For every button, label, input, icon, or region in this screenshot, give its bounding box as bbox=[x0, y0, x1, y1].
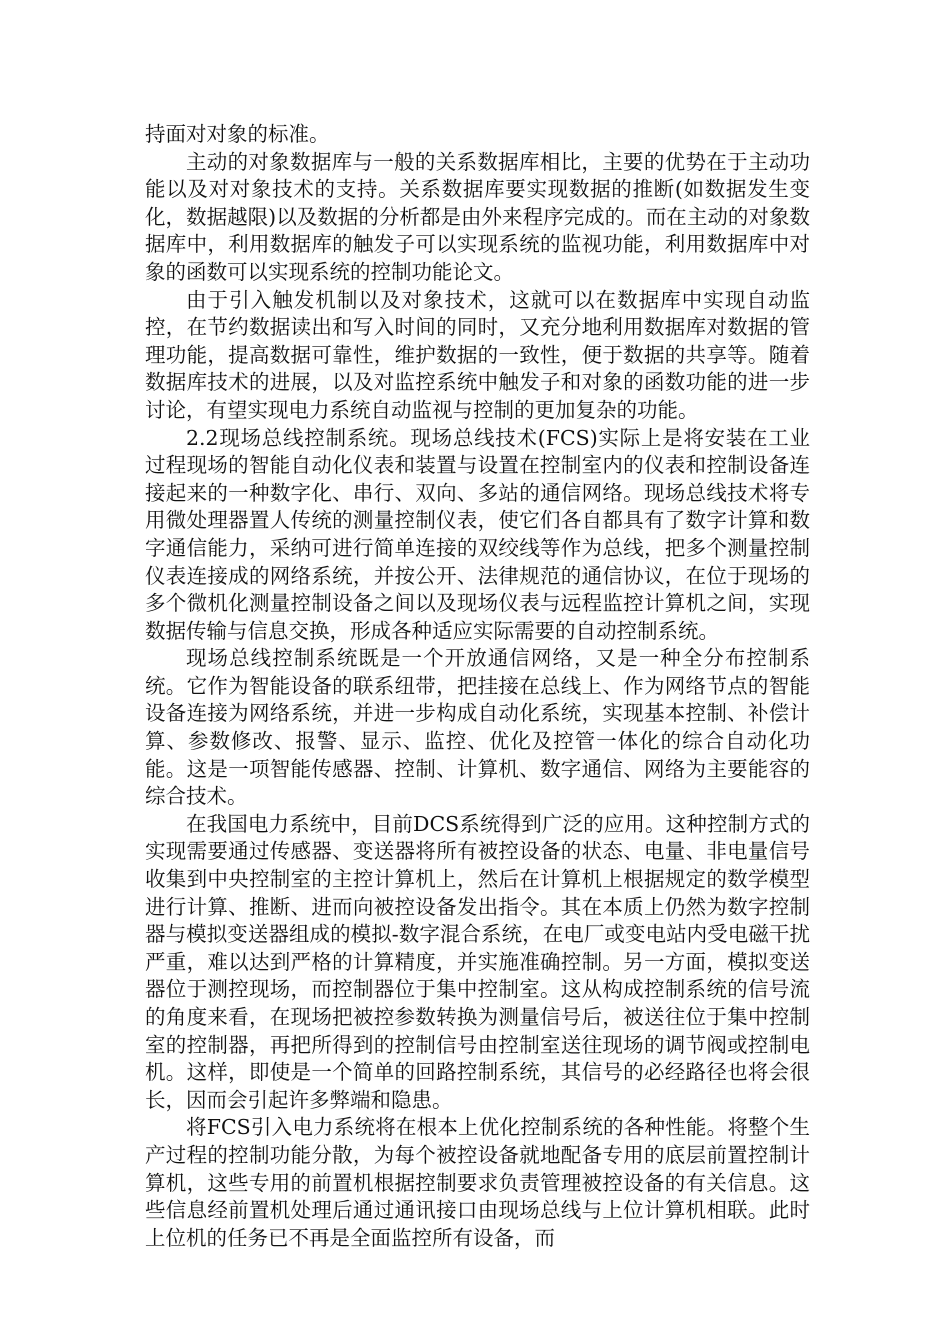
paragraph-fcs-introduction: 将FCS引入电力系统将在根本上优化控制系统的各种性能。将整个生产过程的控制功能分散，为每个被控设备就地配备专用的底层前置控制计算机，这些专用的前置机根据控制要求负责管理被控设备的有关信息。这些信息经前置机处理后通过通讯接口由现场总线与上位计算机相联。此时上位机的任务已不再是全面监控所有设备，而 bbox=[145, 1115, 810, 1250]
document-body bbox=[145, 121, 810, 1252]
paragraph-fieldbus-control-system: 2.2现场总线控制系统。现场总线技术(FCS)实际上是将安装在工业过程现场的智能自动化仪表和装置与设置在控制室内的仪表和控制设备连接起来的一种数字化、串行、双向、多站的通信网络。现场总线技术将专用微处理器置人传统的测量控制仪表，使它们各自都具有了数字计算和数字通信能力，采纳可进行简单连接的双绞线等作为总线，把多个测量控制仪表连接成的网络系统，并按公开、法律规范的通信协议，在位于现场的多个微机化测量控制设备之间以及现场仪表与远程监控计算机之间，实现数据传输与信息交换，形成各种适应实际需要的自动控制系统。 bbox=[145, 425, 810, 643]
paragraph-active-object-database: 主动的对象数据库与一般的关系数据库相比，主要的优势在于主动功能以及对对象技术的支持。关系数据库要实现数据的推断(如数据发生变化，数据越限)以及数据的分析都是由外来程序完成的。而在主动的对象数据库中，利用数据库的触发子可以实现系统的监视功能，利用数据库中对象的函数可以实现系统的控制功能论文。 bbox=[145, 149, 810, 284]
paragraph-dcs-in-power-system: 在我国电力系统中，目前DCS系统得到广泛的应用。这种控制方式的实现需要通过传感器、变送器将所有被控设备的状态、电量、非电量信号收集到中央控制室的主控计算机上，然后在计算机上根据规定的数学模型进行计算、推断、进而向被控设备发出指令。其在本质上仍然为数字控制器与模拟变送器组成的模拟-数字混合系统，在电厂或变电站内受电磁干扰严重，难以达到严格的计算精度，并实施准确控制。另一方面，模拟变送器位于测控现场，而控制器位于集中控制室。这从构成控制系统的信号流的角度来看，在现场把被控参数转换为测量信号后，被送往位于集中控制室的控制器，再把所得到的控制信号由控制室送往现场的调节阀或控制电机。这样，即使是一个简单的回路控制系统，其信号的必经路径也将会很长，因而会引起许多弊端和隐患。 bbox=[145, 811, 810, 1112]
paragraph-continuation: 持面对对象的标准。 bbox=[145, 122, 330, 146]
paragraph-trigger-mechanism: 由于引入触发机制以及对象技术，这就可以在数据库中实现自动监控，在节约数据读出和写入时间的同时，又充分地利用数据库对数据的管理功能，提高数据可靠性，维护数据的一致性，便于数据的共享等。随着数据库技术的进展，以及对监控系统中触发子和对象的函数功能的进一步讨论，有望实现电力系统自动监视与控制的更加复杂的功能。 bbox=[145, 287, 810, 422]
paragraph-fieldbus-open-network: 现场总线控制系统既是一个开放通信网络，又是一种全分布控制系统。它作为智能设备的联系纽带，把挂接在总线上、作为网络节点的智能设备连接为网络系统，并进一步构成自动化系统，实现基本控制、补偿计算、参数修改、报警、显示、监控、优化及控管一体化的综合自动化功能。这是一项智能传感器、控制、计算机、数字通信、网络为主要能容的综合技术。 bbox=[145, 646, 810, 809]
